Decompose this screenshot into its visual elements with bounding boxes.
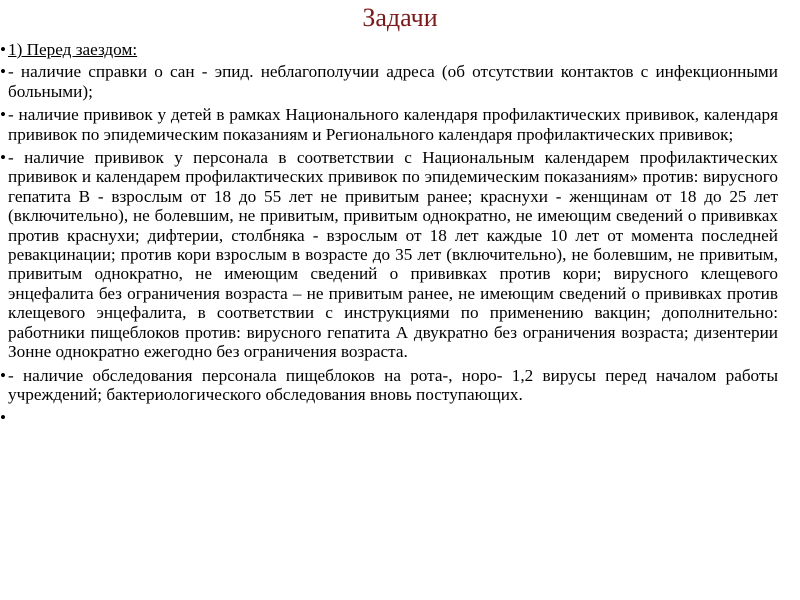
list-item-heading bbox=[0, 40, 778, 59]
list-item bbox=[0, 148, 778, 361]
bullet-icon: • bbox=[0, 148, 7, 168]
list-item-text: - наличие прививок у детей в рамках Национального календаря профилактических прививок, календаря прививок по эпидемическим показаниям и Регионального календаря профилактических прививок; bbox=[8, 105, 778, 144]
bullet-icon: • bbox=[0, 408, 7, 428]
bullet-list bbox=[0, 40, 778, 432]
list-item-text: - наличие справки о сан - эпид. неблагополучии адреса (об отсутствии контактов с инфекционными больными); bbox=[8, 62, 778, 101]
slide-title: Задачи bbox=[362, 3, 438, 32]
list-item-empty bbox=[0, 408, 778, 427]
bullet-icon: • bbox=[0, 40, 7, 59]
bullet-icon: • bbox=[0, 365, 7, 385]
list-item bbox=[0, 62, 778, 101]
list-item bbox=[0, 105, 778, 144]
list-item-text bbox=[8, 408, 12, 427]
bullet-icon: • bbox=[0, 105, 7, 125]
list-item bbox=[0, 366, 778, 405]
list-item-text: 1) Перед заездом: bbox=[8, 40, 138, 59]
list-item-text: - наличие прививок у персонала в соответствии с Национальным календарем профилактических прививок и календарем профилактических прививок по эпидемическим показаниям» против: вирусного гепатита В - взрослым от 18 до 55 лет не привитым ранее; краснухи - женщинам от 18 до 25 лет (включительно), не болевшим, не привитым, привитым однократно, не имеющим сведений о прививках против краснухи; дифтерии, столбняка - взрослым от 18 лет каждые 10 лет от момента последней ревакцинации; против кори взрослым в возрасте до 35 лет (включительно), не болевшим, не привитым, привитым однократно, не имеющим сведений о прививках против кори; вирусного клещевого энцефалита без ограничения возраста – не привитым ранее, не имеющим сведений о прививках против клещевого энцефалита, в соответствии с инструкциями по применению вакцин; дополнительно: работники пищеблоков против: вирусного гепатита А двукратно без ограничения возраста; дизентерии Зонне однократно ежегодно без ограничения возраста. bbox=[8, 148, 778, 362]
bullet-icon: • bbox=[0, 62, 7, 82]
list-item-text: - наличие обследования персонала пищеблоков на рота-, норо- 1,2 вирусы перед началом работы учреждений; бактериологического обследования вновь поступающих. bbox=[8, 365, 778, 404]
